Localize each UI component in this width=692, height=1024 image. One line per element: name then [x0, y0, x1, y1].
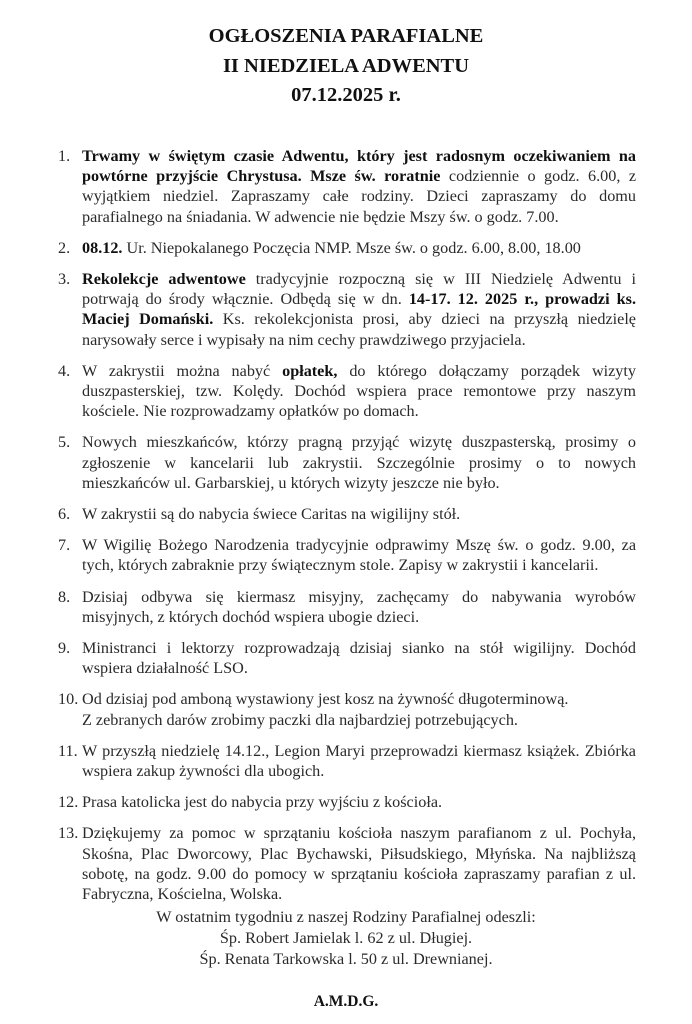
item-text-bold: 14-17. 12. 2025 r., prowadzi ks. Maciej Domański.	[82, 290, 636, 329]
item-number: 13.	[58, 824, 79, 843]
page-date: 07.12.2025 r.	[291, 84, 401, 106]
item-number: 9.	[58, 639, 71, 658]
announcement-item-11	[58, 741, 636, 781]
item-number: 5.	[58, 433, 71, 452]
item-text	[82, 689, 636, 729]
announcement-item-6	[58, 504, 636, 524]
item-text: W zakrystii są do nabycia świece Caritas na wigilijny stół.	[82, 505, 461, 524]
item-text	[82, 269, 636, 350]
page-subtitle: II NIEDZIELA ADWENTU	[222, 54, 470, 77]
item-text: Nowych mieszkańców, którzy pragną przyjąć wizytę duszpasterską, prosimy o zgłoszenie w kancelarii lub zakrystii. Szczególnie prosimy o to nowych mieszkańców ul. Garbarskiej, u których wizyty jeszcze nie było.	[82, 433, 636, 492]
item-text-bold: 08.12.	[82, 238, 123, 257]
item-text: Dziękujemy za pomoc w sprzątaniu kościoła naszym parafianom z ul. Pochyła, Skośna, Plac Dworcowy, Plac Bychawski, Piłsudskiego, Młyńska. Na najbliższą sobotę, na godz. 9.00 do pomocy w sprzątaniu kościoła zapraszamy parafian z ul. Fabryczna, Kościelna, Wolska.	[82, 824, 636, 904]
item-text-line: Od dzisiaj pod amboną wystawiony jest kosz na żywność długoterminową.	[82, 690, 569, 709]
item-number: 6.	[58, 505, 71, 524]
announcement-item-4	[58, 361, 636, 422]
item-text: Dzisiaj odbywa się kiermasz misyjny, zachęcamy do nabywania wyrobów misyjnych, z których dochód wspiera ubogie dzieci.	[82, 587, 636, 626]
announcements-list	[58, 146, 636, 915]
item-number: 7.	[58, 536, 71, 555]
announcement-item-13	[58, 823, 636, 904]
announcement-item-12	[58, 792, 636, 812]
item-text-bold: Trwamy w świętym czasie Adwentu, który jest radosnym oczekiwaniem na powtórne przyjście Chrystusa. Msze św. roratnie	[82, 147, 636, 186]
item-text-line: Z zebranych darów zrobimy paczki dla najbardziej potrzebujących.	[82, 710, 518, 729]
item-number: 10.	[58, 690, 79, 709]
announcement-item-2	[58, 238, 636, 258]
item-text-regular: tradycyjnie rozpoczną się w III Niedzielę Adwentu i potrwają do środy włącznie. Odbędą się w dn.	[82, 270, 636, 309]
item-text: W przyszłą niedzielę 14.12., Legion Maryi przeprowadzi kiermasz książek. Zbiórka wspiera zakup żywności dla ubogich.	[82, 741, 636, 781]
item-number: 11.	[58, 741, 78, 760]
item-text: Prasa katolicka jest do nabycia przy wyjściu z kościoła.	[82, 793, 443, 812]
item-text-regular: Ks. rekolekcjonista prosi, aby dzieci na przyszłą niedzielę narysowały serce i wypisały na nim cechy prawdziwego przyjaciela.	[82, 310, 636, 349]
obituary-entry: Śp. Robert Jamielak l. 62 z ul. Długiej.	[219, 929, 473, 947]
item-number: 1.	[58, 147, 71, 165]
item-number: 3.	[58, 270, 71, 289]
announcement-item-3	[58, 269, 636, 350]
announcement-item-5	[58, 432, 636, 493]
item-text: W Wigilię Bożego Narodzenia tradycyjnie odprawimy Mszę św. o godz. 9.00, za tych, których zabraknie przy świątecznym stole. Zapisy w zakrystii i kancelarii.	[82, 536, 636, 575]
item-text-regular: do którego dołączamy porządek wizyty duszpasterskiej, tzw. Kolędy. Dochód wspiera prace remontowe przy naszym kościele. Nie rozprowadzamy opłatków po domach.	[82, 361, 636, 421]
item-text-regular: W zakrystii można nabyć	[82, 361, 283, 380]
item-text-bold: Rekolekcje adwentowe	[82, 270, 246, 289]
item-number: 2.	[58, 238, 71, 257]
item-text	[82, 238, 636, 258]
announcement-item-1	[58, 146, 636, 227]
announcement-item-7	[58, 535, 636, 575]
closing-motto: A.M.D.G.	[313, 993, 379, 1010]
obituary-intro: W ostatnim tygodniu z naszej Rodziny Parafialnej odeszli:	[156, 908, 536, 926]
item-text-regular: Ur. Niepokalanego Poczęcia NMP. Msze św. o godz. 6.00, 8.00, 18.00	[122, 238, 581, 257]
item-text	[82, 146, 636, 227]
announcements-header	[0, 22, 692, 111]
announcement-item-10	[58, 689, 636, 729]
item-text-regular: codziennie o godz. 6.00, z wyjątkiem niedziel. Zapraszamy całe rodziny. Dzieci zapraszamy do domu parafialnego na śniadania. W adwencie nie będzie Mszy św. o godz. 7.00.	[82, 167, 637, 226]
obituary-section	[0, 907, 692, 1012]
item-number: 12.	[58, 793, 79, 812]
item-number: 4.	[58, 361, 71, 380]
item-number: 8.	[58, 587, 71, 606]
item-text	[82, 361, 636, 422]
announcement-item-9	[58, 638, 636, 678]
item-text-bold: opłatek,	[282, 361, 338, 380]
item-text: Ministranci i lektorzy rozprowadzają dzisiaj sianko na stół wigilijny. Dochód wspiera działalność LSO.	[82, 639, 636, 678]
page-title: OGŁOSZENIA PARAFIALNE	[208, 25, 484, 47]
announcement-item-8	[58, 587, 636, 627]
obituary-entry: Śp. Renata Tarkowska l. 50 z ul. Drewnianej.	[199, 950, 493, 968]
